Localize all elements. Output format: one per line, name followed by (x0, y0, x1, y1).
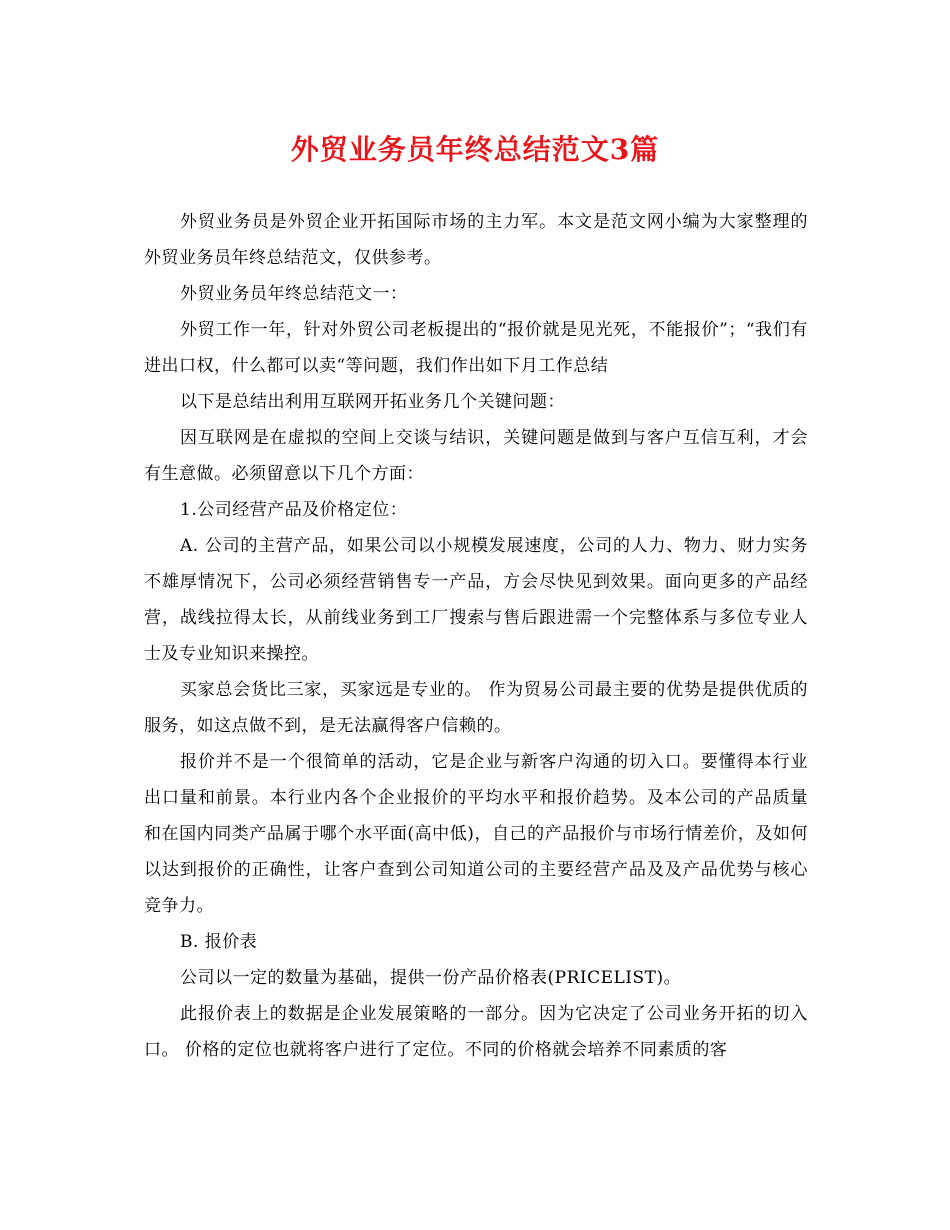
document-title: 外贸业务员年终总结范文3篇 (290, 133, 660, 166)
paragraph: 外贸工作一年，针对外贸公司老板提出的“报价就是见光死，不能报价”；“我们有进出口权，什么都可以卖“等问题，我们作出如下月工作总结 (144, 320, 808, 376)
paragraph: B. 报价表 (180, 932, 258, 952)
paragraph: 以下是总结出利用互联网开拓业务几个关键问题： (180, 392, 565, 412)
paragraph: 外贸业务员年终总结范文一： (180, 284, 408, 304)
paragraph: 此报价表上的数据是企业发展策略的一部分。因为它决定了公司业务开拓的切入口。 价格的定位也就将客户进行了定位。不同的价格就会培养不同素质的客 (144, 1004, 808, 1060)
paragraph: A. 公司的主营产品，如果公司以小规模发展速度，公司的人力、物力、财力实务不雄厚情况下，公司必须经营销售专一产品，方会尽快见到效果。面向更多的产品经营，战线拉得太长，从前线业务到工厂搜索与售后跟进需一个完整体系与多位专业人士及专业知识来操控。 (144, 536, 808, 664)
paragraph: 1.公司经营产品及价格定位： (180, 500, 408, 520)
paragraph: 公司以一定的数量为基础，提供一份产品价格表(PRICELIST)。 (180, 968, 682, 988)
document-body (144, 204, 808, 1068)
paragraph: 报价并不是一个很简单的活动，它是企业与新客户沟通的切入口。要懂得本行业出口量和前景。本行业内各个企业报价的平均水平和报价趋势。及本公司的产品质量和在国内同类产品属于哪个水平面(高中低)，自己的产品报价与市场行情差价，及如何以达到报价的正确性，让客户查到公司知道公司的主要经营产品及及产品优势与核心竞争力。 (144, 752, 808, 916)
paragraph: 买家总会货比三家，买家远是专业的。 作为贸易公司最主要的优势是提供优质的服务，如这点做不到，是无法赢得客户信赖的。 (144, 680, 808, 736)
paragraph: 外贸业务员是外贸企业开拓国际市场的主力军。本文是范文网小编为大家整理的外贸业务员年终总结范文，仅供参考。 (144, 212, 808, 268)
paragraph: 因互联网是在虚拟的空间上交谈与结识，关键问题是做到与客户互信互利，才会有生意做。必须留意以下几个方面： (144, 428, 808, 484)
